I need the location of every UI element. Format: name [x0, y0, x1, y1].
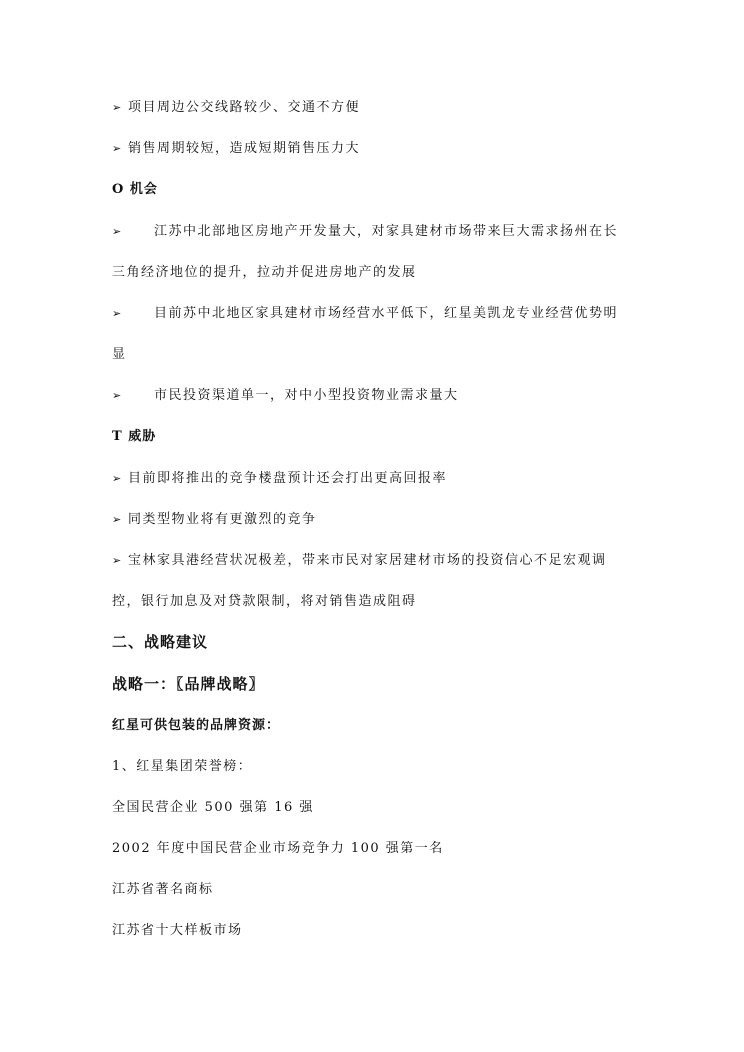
arrow-bullet-icon: ➢ [112, 472, 123, 485]
arrow-bullet-icon: ➢ [112, 142, 123, 155]
honor-item: 全国民营企业 500 强第 16 强 [112, 800, 314, 815]
honor-item: 2002 年度中国民营企业市场竞争力 100 强第一名 [112, 841, 444, 856]
arrow-bullet-icon: ➢ [112, 225, 123, 238]
section-title: 二、战略建议 [112, 633, 209, 651]
weakness-item: ➢ 项目周边公交线路较少、交通不方便 [112, 100, 361, 115]
threat-item: ➢ 同类型物业将有更激烈的竞争 [112, 512, 317, 527]
arrow-bullet-icon: ➢ [112, 389, 123, 402]
arrow-bullet-icon: ➢ [112, 307, 123, 320]
opportunity-heading: O 机会 [112, 182, 158, 197]
brand-resources-heading: 红星可供包装的品牌资源： [112, 718, 281, 733]
arrow-bullet-icon: ➢ [112, 554, 123, 567]
weakness-item: ➢ 销售周期较短，造成短期销售压力大 [112, 141, 361, 156]
honor-item: 江苏省著名商标 [112, 882, 214, 897]
threat-item: ➢ 宝林家具港经营状况极差，带来市民对家居建材市场的投资信心不足宏观调 [112, 553, 607, 568]
honors-heading: 1、红星集团荣誉榜： [112, 759, 253, 774]
opportunity-item: ➢ 市民投资渠道单一，对中小型投资物业需求量大 [112, 388, 459, 403]
honor-item: 江苏省十大样板市场 [112, 923, 243, 938]
arrow-bullet-icon: ➢ [112, 101, 123, 114]
threat-heading: T 威胁 [112, 429, 157, 444]
threat-item: ➢ 目前即将推出的竞争楼盘预计还会打出更高回报率 [112, 471, 448, 486]
threat-item-continuation: 控，银行加息及对贷款限制，将对销售造成阻碍 [112, 594, 417, 609]
opportunity-item-continuation: 三角经济地位的提升，拉动并促进房地产的发展 [112, 265, 417, 280]
opportunity-item-continuation: 显 [112, 347, 127, 362]
opportunity-item: ➢ 目前苏中北地区家具建材市场经营水平低下，红星美凯龙专业经营优势明 [112, 306, 619, 321]
strategy-title: 战略一：〖品牌战略〗 [112, 675, 265, 693]
arrow-bullet-icon: ➢ [112, 513, 123, 526]
opportunity-item: ➢ 江苏中北部地区房地产开发量大，对家具建材市场带来巨大需求扬州在长 [112, 224, 619, 239]
